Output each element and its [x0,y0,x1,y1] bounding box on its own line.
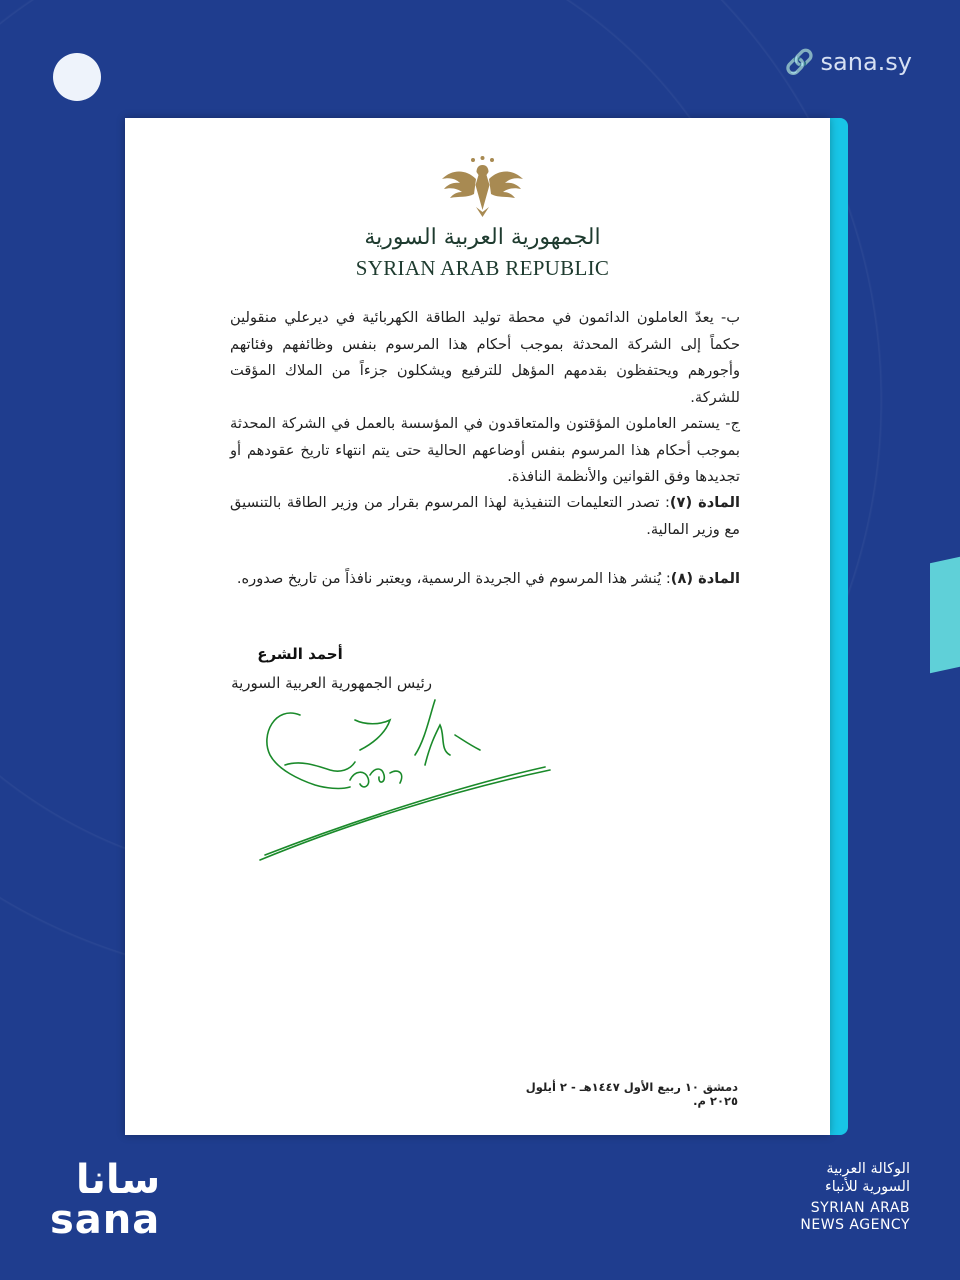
decorative-circle [53,53,101,101]
link-icon: 🔗 [784,48,815,76]
header-arabic: الجمهورية العربية السورية [364,225,601,250]
agency-ar-line1: الوكالة العربية [826,1161,910,1177]
sana-logo [50,1157,161,1243]
logo-english: sana [50,1197,161,1243]
handwritten-signature [255,695,555,865]
article-7-text: : تصدر التعليمات التنفيذية لهذا المرسوم بقرار من وزير الطاقة بالتنسيق مع وزير المالية. [230,494,740,538]
agency-en-line2: NEWS AGENCY [800,1217,910,1233]
article-8-text: : يُنشر هذا المرسوم في الجريدة الرسمية، ويعتبر نافذاً من تاريخ صدوره. [236,570,671,587]
article-8 [230,566,740,593]
signatory-title: رئيس الجمهورية العربية السورية [231,674,432,692]
decorative-shape [930,557,960,673]
clause-b: ب- يعدّ العاملون الدائمون في محطة توليد الطاقة الكهربائية في ديرعلي منقولين حكماً إلى الشركة المحدثة بموجب أحكام هذا المرسوم بنفس وظائفهم وفئاتهم وأجورهم ويحتفظون بقدمهم المؤهل للترفيع ويشكلون جزءاً من الملاك المؤقت للشركة. [230,309,740,406]
article-7-label: المادة (٧) [669,494,740,511]
agency-ar-line2: السورية للأنباء [824,1179,910,1195]
site-link[interactable] [785,48,912,76]
site-url: sana.sy [820,48,912,76]
header-english: SYRIAN ARAB REPUBLIC [355,256,610,280]
clause-paragraphs [230,305,740,491]
signatory-name: أحمد الشرع [257,645,343,663]
article-8-label: المادة (٨) [670,570,740,587]
agency-en-line1: SYRIAN ARAB [810,1200,910,1216]
clause-c: ج- يستمر العاملون المؤقتون والمتعاقدون في المؤسسة بالعمل في الشركة المحدثة بموجب أحكام هذا المرسوم بنفس أوضاعهم الحالية حتى يتم انتهاء تاريخ عقودهم أو تجديدها وفق القوانين والأنظمة النافذة. [230,415,740,485]
agency-name [800,1160,910,1234]
article-7 [230,490,740,543]
decree-date: دمشق ١٠ ربيع الأول ١٤٤٧هـ - ٢ أيلول ٢٠٢٥ م. [525,1080,738,1108]
eagle-emblem-icon [440,155,525,220]
logo-arabic: سانا [75,1157,161,1203]
